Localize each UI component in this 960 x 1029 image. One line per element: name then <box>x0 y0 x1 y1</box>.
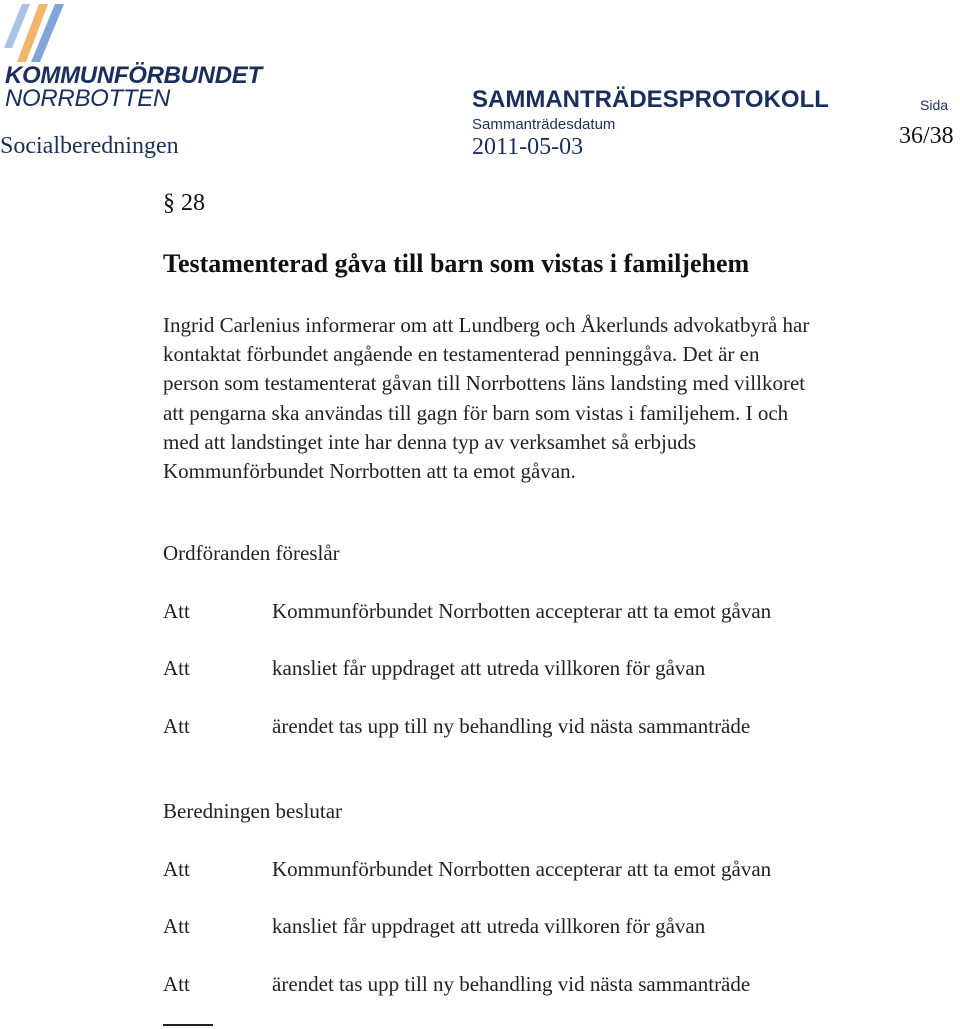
paragraph-line: Kommunförbundet Norrbotten att ta emot gåvan. <box>163 459 576 484</box>
logo-text-line2: NORRBOTTEN <box>5 85 171 112</box>
decision-att-prefix: Att <box>163 972 190 996</box>
decision-att-prefix: Att <box>163 914 190 938</box>
section-title: Testamenterad gåva till barn som vistas i familjehem <box>163 249 750 278</box>
proposal-heading: Ordföranden föreslår <box>163 541 340 565</box>
section-number: § 28 <box>163 190 205 216</box>
proposal-att-prefix: Att <box>163 714 190 738</box>
decision-item-text: ärendet tas upp till ny behandling vid nästa sammanträde <box>272 972 751 996</box>
logo-text-line1: KOMMUNFÖRBUNDET <box>5 62 262 89</box>
page-number: 36/38 <box>899 123 954 149</box>
proposal-item-text: ärendet tas upp till ny behandling vid nästa sammanträde <box>272 714 751 738</box>
decision-att-prefix: Att <box>163 857 190 881</box>
decision-item-text: kansliet får uppdraget att utreda villkoren för gåvan <box>272 914 706 938</box>
paragraph-line: person som testamenterat gåvan till Norrbottens läns landsting med villkoret <box>163 371 806 396</box>
proposal-att-prefix: Att <box>163 656 190 680</box>
end-divider <box>163 1024 213 1026</box>
organization-name: Socialberedningen <box>0 133 179 159</box>
document-type: SAMMANTRÄDESPROTOKOLL <box>472 86 829 113</box>
logo-stripes-icon <box>0 0 70 62</box>
date-label: Sammanträdesdatum <box>472 116 616 133</box>
decision-heading: Beredningen beslutar <box>163 799 343 823</box>
proposal-item-text: kansliet får uppdraget att utreda villkoren för gåvan <box>272 656 706 680</box>
decision-item-text: Kommunförbundet Norrbotten accepterar att ta emot gåvan <box>272 857 772 881</box>
paragraph-line: kontaktat förbundet angående en testamenterad penninggåva. Det är en <box>163 342 760 367</box>
paragraph-line: Ingrid Carlenius informerar om att Lundberg och Åkerlunds advokatbyrå har <box>163 313 810 337</box>
page-label: Sida <box>920 97 949 113</box>
meeting-date: 2011-05-03 <box>472 134 584 160</box>
paragraph-line: att pengarna ska användas till gagn för barn som vistas i familjehem. I och <box>163 400 789 425</box>
paragraph-line: med att landstinget inte har denna typ av verksamhet så erbjuds <box>163 429 697 454</box>
proposal-att-prefix: Att <box>163 599 190 623</box>
section-paragraph <box>163 311 923 486</box>
proposal-item-text: Kommunförbundet Norrbotten accepterar att ta emot gåvan <box>272 599 772 623</box>
